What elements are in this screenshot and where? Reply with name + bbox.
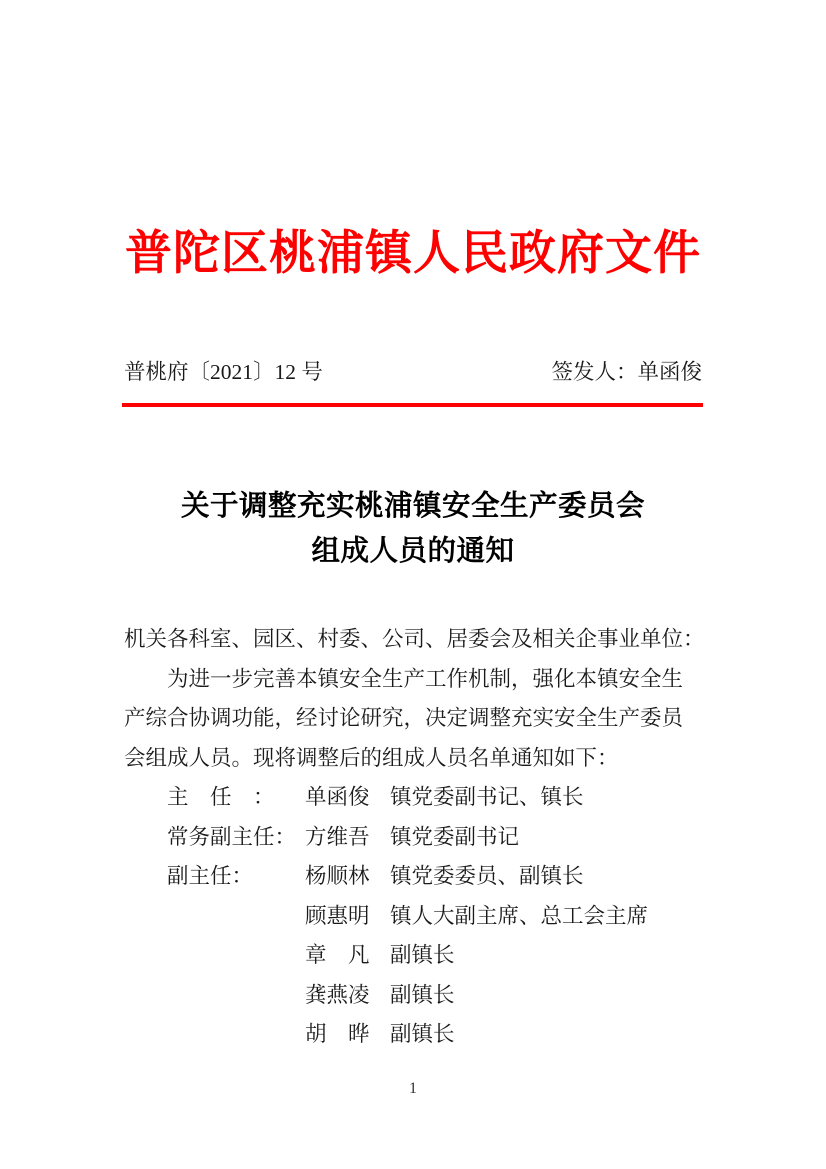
member-name: 杨顺林 (305, 864, 370, 888)
member-position: 镇党委委员、副镇长 (390, 864, 584, 888)
member-role: 常务副主任： (167, 824, 297, 849)
member-name: 方维吾 (305, 824, 370, 849)
document-title-line1: 关于调整充实桃浦镇安全生产委员会 (180, 491, 645, 522)
member-name: 单函俊 (305, 785, 370, 809)
member-name: 顾惠明 (305, 903, 370, 928)
doc-info-row (124, 357, 702, 387)
member-role: 主 任 ： (167, 785, 275, 809)
paragraph-line: 为进一步完善本镇安全生产工作机制，强化本镇安全生 (167, 666, 684, 691)
agency-title: 普陀区桃浦镇人民政府文件 (125, 228, 701, 280)
member-position: 副镇长 (390, 982, 455, 1007)
member-name: 胡 晔 (305, 1022, 370, 1046)
paragraph-line: 产综合协调功能，经讨论研究，决定调整充实安全生产委员 (124, 706, 684, 730)
member-row (124, 778, 704, 818)
red-divider-rule (122, 403, 703, 407)
member-row (124, 818, 704, 858)
member-position: 副镇长 (390, 943, 455, 967)
doc-number: 普桃府〔2021〕12 号 (124, 360, 323, 384)
member-row (124, 976, 704, 1016)
salutation-line: 机关各科室、园区、村委、公司、居委会及相关企事业单位： (124, 627, 705, 651)
member-name: 龚燕凌 (305, 982, 370, 1007)
document-title-line2: 组成人员的通知 (311, 536, 515, 567)
document-title (0, 484, 826, 574)
page-number: 1 (409, 1080, 417, 1097)
member-name: 章 凡 (305, 943, 370, 967)
paragraph-line: 会组成人员。现将调整后的组成人员名单通知如下： (124, 745, 619, 770)
member-row (124, 1015, 704, 1055)
issuer: 签发人：单函俊 (551, 360, 702, 384)
member-row (124, 897, 704, 937)
document-body (124, 620, 704, 1055)
member-position: 副镇长 (390, 1022, 455, 1046)
member-position: 镇党委副书记 (390, 824, 520, 849)
member-position: 镇党委副书记、镇长 (390, 785, 584, 809)
member-role: 副主任： (167, 864, 254, 888)
member-row (124, 857, 704, 897)
member-row (124, 936, 704, 976)
member-position: 镇人大副主席、总工会主席 (390, 903, 649, 928)
